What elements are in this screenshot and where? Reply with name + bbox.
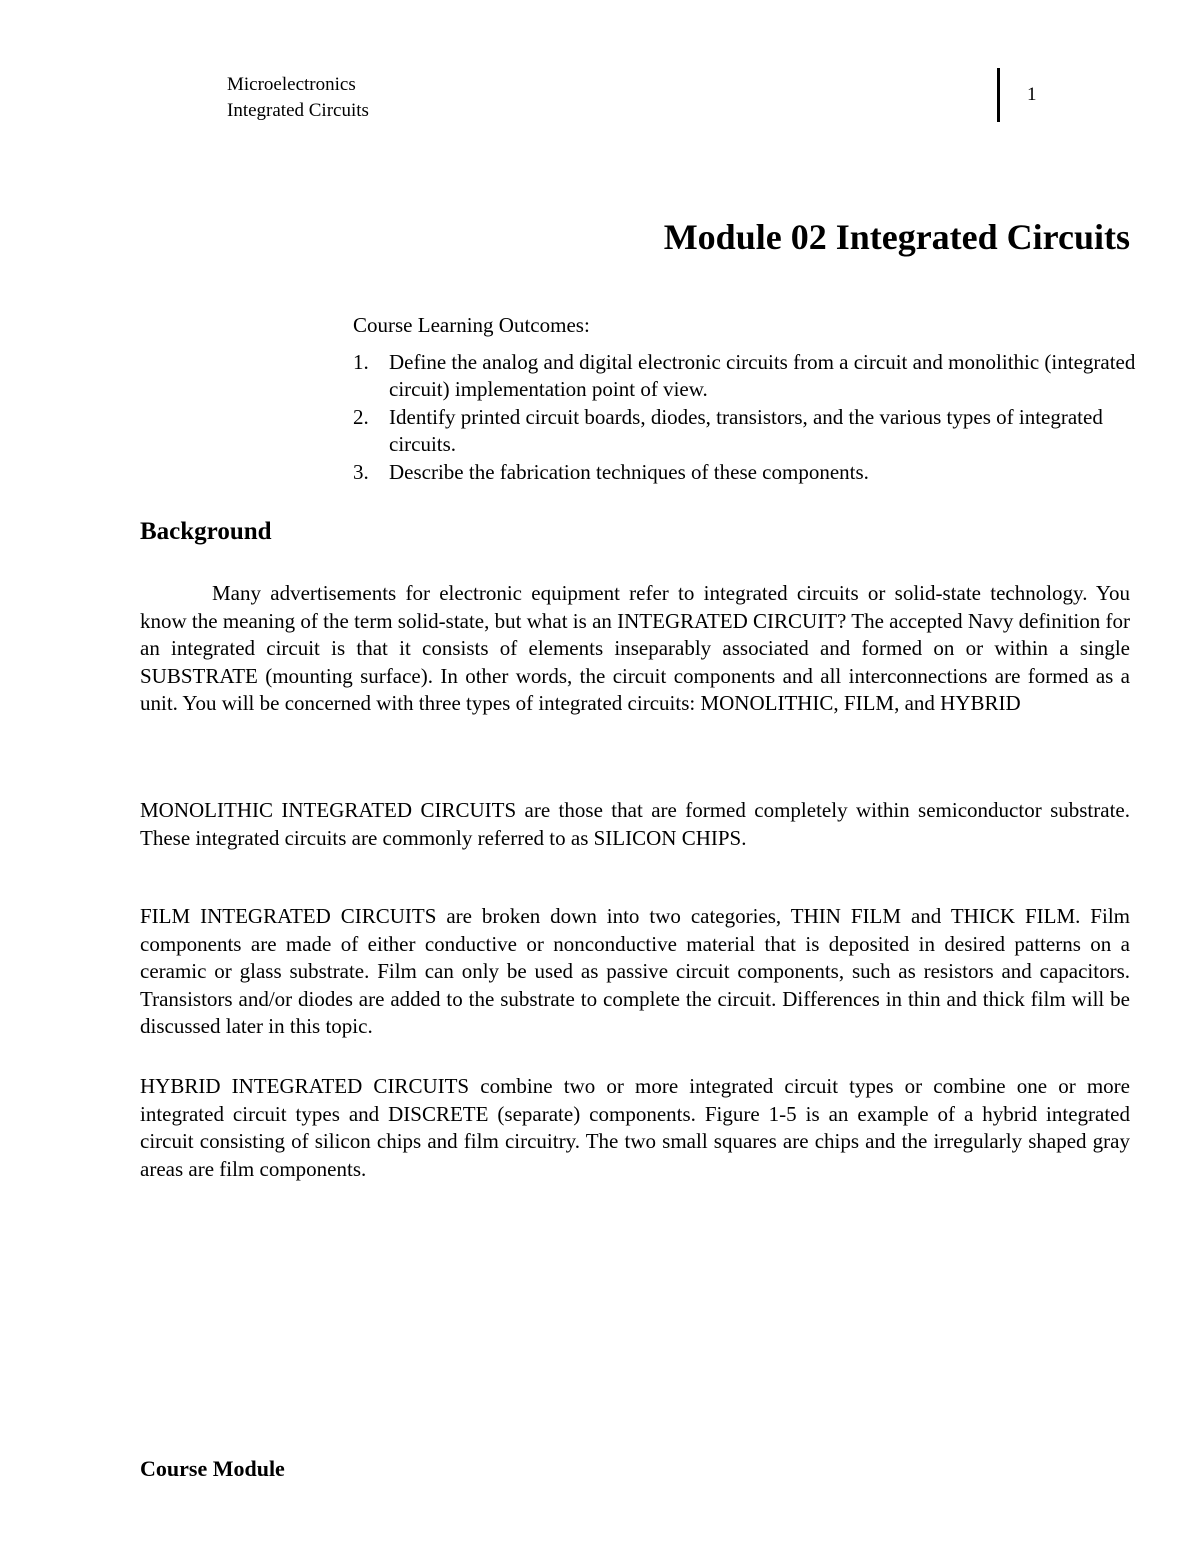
outcome-text: Describe the fabrication techniques of these components. [389, 459, 869, 484]
outcome-number: 3. [353, 459, 369, 484]
outcome-number: 2. [353, 404, 369, 429]
paragraph-film: FILM INTEGRATED CIRCUITS are broken down into two categories, THIN FILM and THICK FILM. Film components are made of either conductive or nonconductive material that is deposited in desired patterns on a ceramic or glass substrate. Film can only be used as passive circuit components, such as resistors and capacitors. Transistors and/or diodes are added to the substrate to complete the circuit. Differences in thin and thick film will be discussed later in this topic. [140, 904, 1130, 1038]
paragraph-intro: Many advertisements for electronic equipment refer to integrated circuits or solid-state technology. You know the meaning of the term solid-state, but what is an INTEGRATED CIRCUIT? The accepted Navy definition for an integrated circuit is that it consists of elements inseparably associated and formed on or within a single SUBSTRATE (mounting surface). In other words, the circuit components and all interconnections are formed as a unit. You will be concerned with three types of integrated circuits: MONOLITHIC, FILM, and HYBRID [140, 581, 1130, 715]
section-heading-background: Background [140, 518, 272, 545]
header-divider [997, 68, 1000, 122]
outcome-text: Identify printed circuit boards, diodes, transistors, and the various types of integrated circuits. [389, 404, 1103, 456]
outcome-item [353, 349, 1143, 404]
outcome-item [353, 404, 1143, 459]
outcomes-list [353, 349, 1143, 487]
page-footer: Course Module [140, 1456, 285, 1481]
paragraph-hybrid: HYBRID INTEGRATED CIRCUITS combine two or more integrated circuit types or combine one or more integrated circuit types and DISCRETE (separate) components. Figure 1-5 is an example of a hybrid integrated circuit consisting of silicon chips and film circuitry. The two small squares are chips and the irregularly shaped gray areas are film components. [140, 1074, 1130, 1181]
outcomes-heading: Course Learning Outcomes: [353, 313, 590, 337]
page-number: 1 [1027, 84, 1037, 105]
outcome-item [353, 459, 1143, 487]
header-course-name: Microelectronics [227, 74, 356, 95]
paragraph-monolithic: MONOLITHIC INTEGRATED CIRCUITS are those that are formed completely within semiconductor substrate. These integrated circuits are commonly referred to as SILICON CHIPS. [140, 798, 1130, 850]
learning-outcomes [353, 312, 1143, 486]
page-title: Module 02 Integrated Circuits [663, 217, 1130, 257]
header-topic-name: Integrated Circuits [227, 100, 369, 121]
running-header [227, 72, 369, 124]
outcome-text: Define the analog and digital electronic circuits from a circuit and monolithic (integrated circuit) implementation point of view. [389, 349, 1136, 401]
outcome-number: 1. [353, 349, 369, 374]
